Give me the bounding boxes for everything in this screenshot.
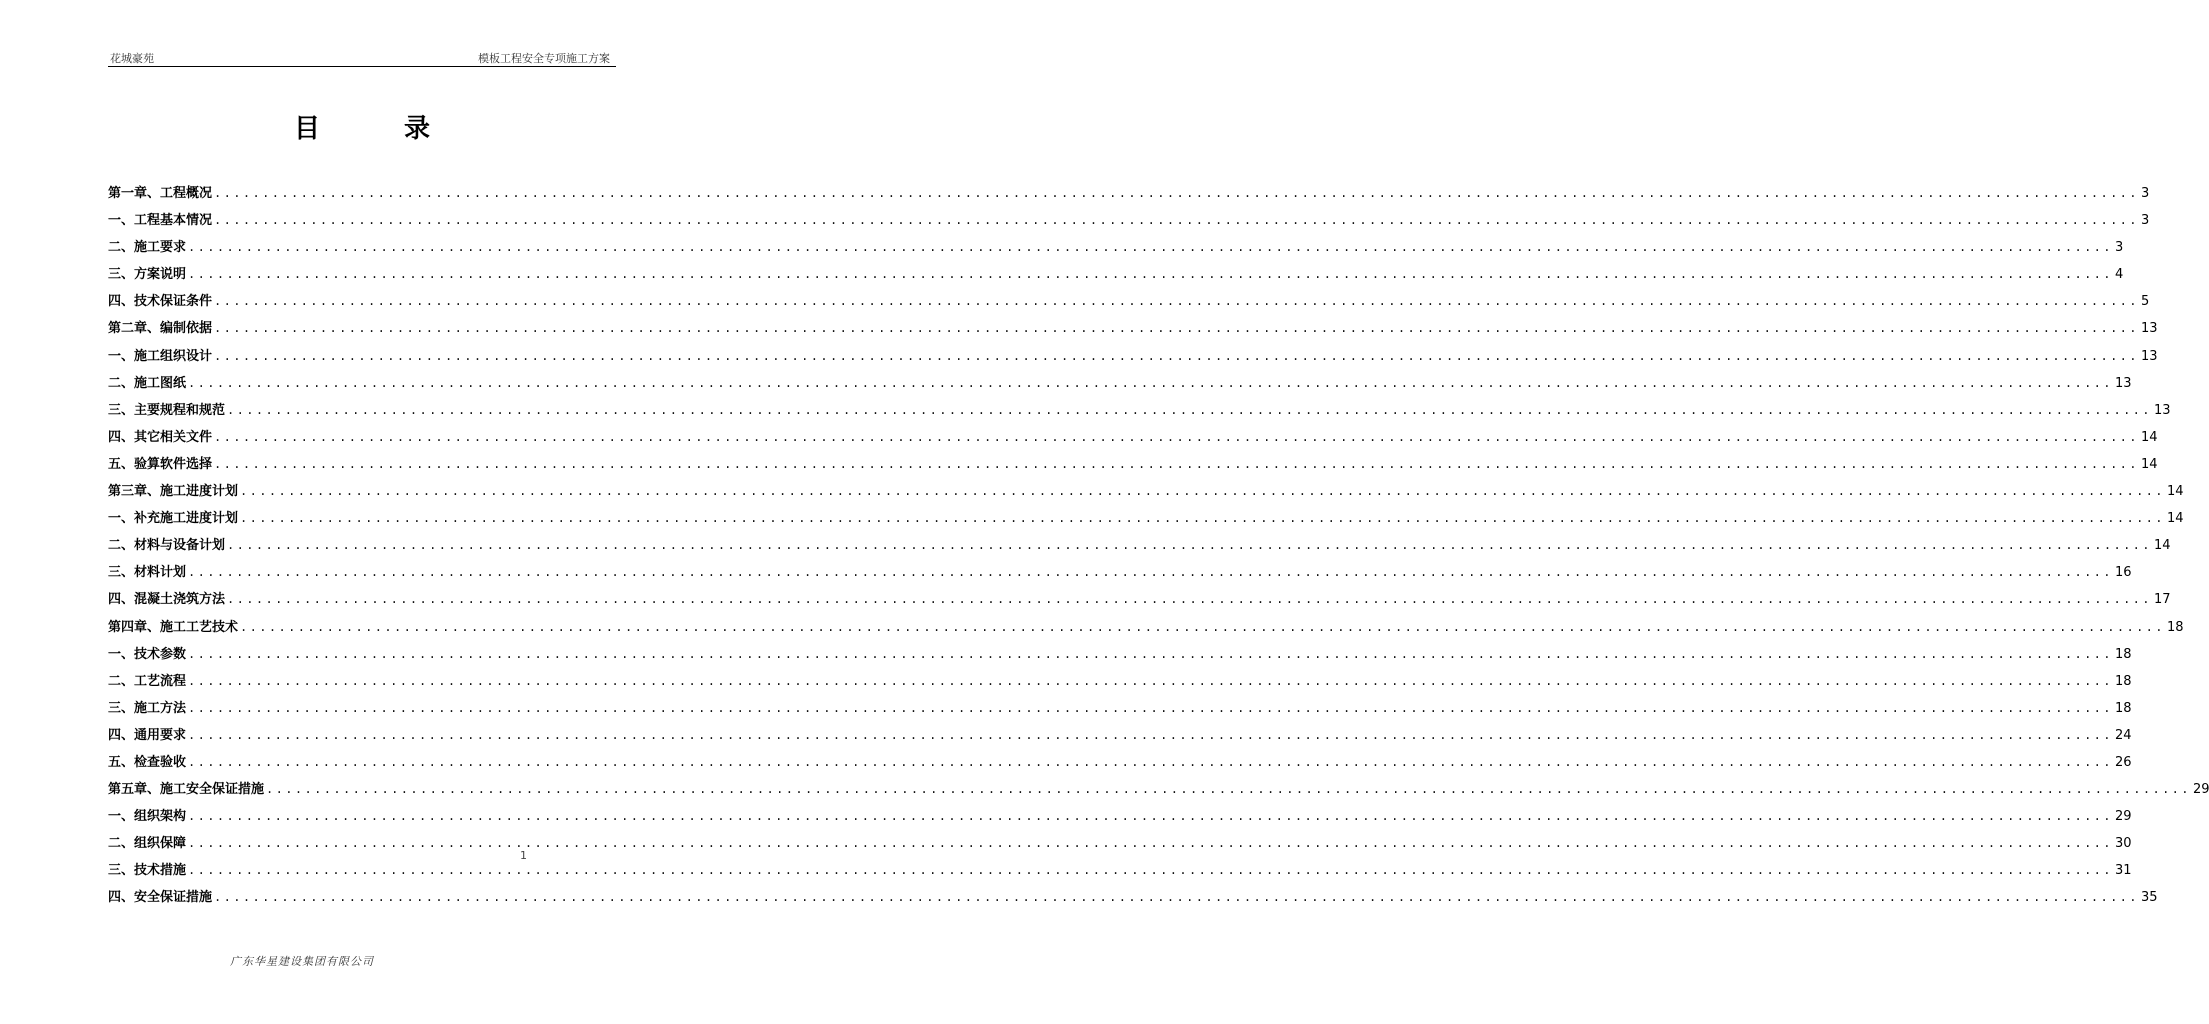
toc-entry-page: 13 bbox=[2114, 375, 2132, 391]
toc-leader-dots: ........................................................................................................................................................................................................ bbox=[188, 673, 2113, 688]
toc-entry-label: 五、验算软件选择 bbox=[108, 456, 213, 472]
toc-entry-label: 四、其它相关文件 bbox=[108, 429, 213, 445]
toc-entry-page: 16 bbox=[2114, 565, 2132, 581]
toc-entry[interactable] bbox=[108, 532, 2171, 559]
toc-entry-label: 三、技术措施 bbox=[108, 863, 187, 879]
toc-entry[interactable] bbox=[108, 830, 2132, 857]
toc-entry-page: 3 bbox=[2140, 213, 2150, 229]
toc-entry-label: 一、技术参数 bbox=[108, 646, 187, 662]
toc-entry-label: 四、安全保证措施 bbox=[108, 890, 213, 906]
toc-entry-label: 五、检查验收 bbox=[108, 754, 187, 770]
toc-entry-page: 5 bbox=[2140, 294, 2150, 310]
toc-entry[interactable] bbox=[108, 424, 2158, 451]
toc-leader-dots: ........................................................................................................................................................................................................ bbox=[240, 484, 2165, 499]
toc-entry-label: 第五章、施工安全保证措施 bbox=[108, 782, 265, 798]
toc-entry[interactable] bbox=[108, 180, 2150, 207]
toc-entry-label: 三、材料计划 bbox=[108, 565, 187, 581]
toc-entry-page: 31 bbox=[2114, 863, 2132, 879]
toc-entry[interactable] bbox=[108, 343, 2158, 370]
toc-leader-dots: ........................................................................................................................................................................................................ bbox=[188, 375, 2113, 390]
toc-entry[interactable] bbox=[108, 614, 2184, 641]
toc-entry-label: 三、施工方法 bbox=[108, 700, 187, 716]
toc-entry-page: 18 bbox=[2114, 646, 2132, 662]
toc-entry-label: 一、工程基本情况 bbox=[108, 213, 213, 229]
toc-entry-page: 29 bbox=[2192, 782, 2209, 798]
header-project-name: 花城豪苑 bbox=[110, 52, 154, 65]
toc-leader-dots: ........................................................................................................................................................................................................ bbox=[266, 782, 2191, 797]
toc-leader-dots: ........................................................................................................................................................................................................ bbox=[188, 267, 2113, 282]
toc-entry[interactable] bbox=[108, 207, 2150, 234]
toc-entry-page: 18 bbox=[2166, 619, 2184, 635]
toc-entry[interactable] bbox=[108, 668, 2132, 695]
page-header bbox=[108, 46, 616, 67]
toc-entry[interactable] bbox=[108, 315, 2158, 342]
toc-entry[interactable] bbox=[108, 695, 2132, 722]
toc-entry-page: 18 bbox=[2114, 700, 2132, 716]
toc-entry[interactable] bbox=[108, 370, 2132, 397]
toc-leader-dots: ........................................................................................................................................................................................................ bbox=[214, 348, 2139, 363]
toc-entry[interactable] bbox=[108, 397, 2171, 424]
toc-entry[interactable] bbox=[108, 722, 2132, 749]
toc-entry-page: 24 bbox=[2114, 727, 2132, 743]
toc-leader-dots: ........................................................................................................................................................................................................ bbox=[227, 592, 2152, 607]
header-document-title: 模板工程安全专项施工方案 bbox=[478, 52, 610, 65]
toc-leader-dots: ........................................................................................................................................................................................................ bbox=[214, 213, 2139, 228]
toc-entry-label: 第四章、施工工艺技术 bbox=[108, 619, 239, 635]
toc-entry[interactable] bbox=[108, 803, 2132, 830]
toc-leader-dots: ........................................................................................................................................................................................................ bbox=[188, 863, 2113, 878]
toc-entry-page: 14 bbox=[2166, 484, 2184, 500]
stray-mark: 1 bbox=[520, 849, 527, 862]
toc-entry-page: 13 bbox=[2153, 402, 2171, 418]
toc-entry-page: 14 bbox=[2140, 429, 2158, 445]
toc-leader-dots: ........................................................................................................................................................................................................ bbox=[188, 240, 2113, 255]
toc-entry-label: 二、工艺流程 bbox=[108, 673, 187, 689]
toc-entry-page: 13 bbox=[2140, 321, 2158, 337]
toc-entry-label: 四、通用要求 bbox=[108, 727, 187, 743]
toc-entry[interactable] bbox=[108, 451, 2158, 478]
table-of-contents bbox=[108, 180, 2209, 912]
toc-entry-page: 18 bbox=[2114, 673, 2132, 689]
toc-entry[interactable] bbox=[108, 261, 2124, 288]
toc-entry[interactable] bbox=[108, 884, 2158, 911]
toc-entry-page: 17 bbox=[2153, 592, 2171, 608]
toc-entry[interactable] bbox=[108, 749, 2132, 776]
toc-leader-dots: ........................................................................................................................................................................................................ bbox=[214, 429, 2139, 444]
toc-entry-page: 3 bbox=[2140, 186, 2150, 201]
toc-leader-dots: ........................................................................................................................................................................................................ bbox=[214, 456, 2139, 471]
toc-leader-dots: ........................................................................................................................................................................................................ bbox=[188, 809, 2113, 824]
toc-entry-page: 29 bbox=[2114, 809, 2132, 825]
toc-entry[interactable] bbox=[108, 288, 2150, 315]
toc-entry-page: 4 bbox=[2114, 267, 2124, 283]
toc-leader-dots: ........................................................................................................................................................................................................ bbox=[214, 890, 2139, 905]
toc-entry-label: 第一章、工程概况 bbox=[108, 186, 213, 201]
toc-entry-label: 二、施工要求 bbox=[108, 240, 187, 256]
toc-leader-dots: ........................................................................................................................................................................................................ bbox=[188, 836, 2113, 851]
toc-entry[interactable] bbox=[108, 641, 2132, 668]
toc-entry-page: 14 bbox=[2153, 538, 2171, 554]
toc-leader-dots: ........................................................................................................................................................................................................ bbox=[214, 186, 2139, 200]
toc-entry-label: 第三章、施工进度计划 bbox=[108, 484, 239, 500]
toc-entry-label: 四、混凝土浇筑方法 bbox=[108, 592, 226, 608]
toc-entry-label: 四、技术保证条件 bbox=[108, 294, 213, 310]
toc-leader-dots: ........................................................................................................................................................................................................ bbox=[240, 619, 2165, 634]
toc-entry[interactable] bbox=[108, 559, 2132, 586]
toc-leader-dots: ........................................................................................................................................................................................................ bbox=[227, 402, 2152, 417]
toc-entry-page: 14 bbox=[2140, 456, 2158, 472]
page-footer-company: 广东华星建设集团有限公司 bbox=[230, 955, 374, 968]
toc-entry-page: 14 bbox=[2166, 511, 2184, 527]
toc-leader-dots: ........................................................................................................................................................................................................ bbox=[188, 646, 2113, 661]
toc-leader-dots: ........................................................................................................................................................................................................ bbox=[214, 294, 2139, 309]
toc-leader-dots: ........................................................................................................................................................................................................ bbox=[227, 538, 2152, 553]
toc-entry-label: 二、施工图纸 bbox=[108, 375, 187, 391]
toc-entry[interactable] bbox=[108, 586, 2171, 613]
toc-leader-dots: ........................................................................................................................................................................................................ bbox=[240, 511, 2165, 526]
toc-entry-label: 一、组织架构 bbox=[108, 809, 187, 825]
toc-leader-dots: ........................................................................................................................................................................................................ bbox=[188, 727, 2113, 742]
toc-entry[interactable] bbox=[108, 776, 2209, 803]
toc-entry-label: 三、方案说明 bbox=[108, 267, 187, 283]
toc-entry-page: 26 bbox=[2114, 754, 2132, 770]
toc-entry-label: 二、材料与设备计划 bbox=[108, 538, 226, 554]
toc-entry-label: 第二章、编制依据 bbox=[108, 321, 213, 337]
toc-entry-page: 30 bbox=[2114, 836, 2132, 852]
toc-entry[interactable] bbox=[108, 505, 2184, 532]
toc-entry[interactable] bbox=[108, 234, 2124, 261]
toc-entry-label: 一、施工组织设计 bbox=[108, 348, 213, 364]
toc-entry[interactable] bbox=[108, 857, 2132, 884]
toc-entry-page: 13 bbox=[2140, 348, 2158, 364]
toc-title: 目录 bbox=[293, 114, 514, 144]
toc-entry-label: 二、组织保障 bbox=[108, 836, 187, 852]
toc-entry-label: 三、主要规程和规范 bbox=[108, 402, 226, 418]
toc-leader-dots: ........................................................................................................................................................................................................ bbox=[188, 565, 2113, 580]
toc-leader-dots: ........................................................................................................................................................................................................ bbox=[214, 321, 2139, 336]
toc-entry[interactable] bbox=[108, 478, 2184, 505]
toc-leader-dots: ........................................................................................................................................................................................................ bbox=[188, 754, 2113, 769]
toc-entry-page: 3 bbox=[2114, 240, 2124, 256]
toc-leader-dots: ........................................................................................................................................................................................................ bbox=[188, 700, 2113, 715]
toc-entry-label: 一、补充施工进度计划 bbox=[108, 511, 239, 527]
toc-entry-page: 35 bbox=[2140, 890, 2158, 906]
